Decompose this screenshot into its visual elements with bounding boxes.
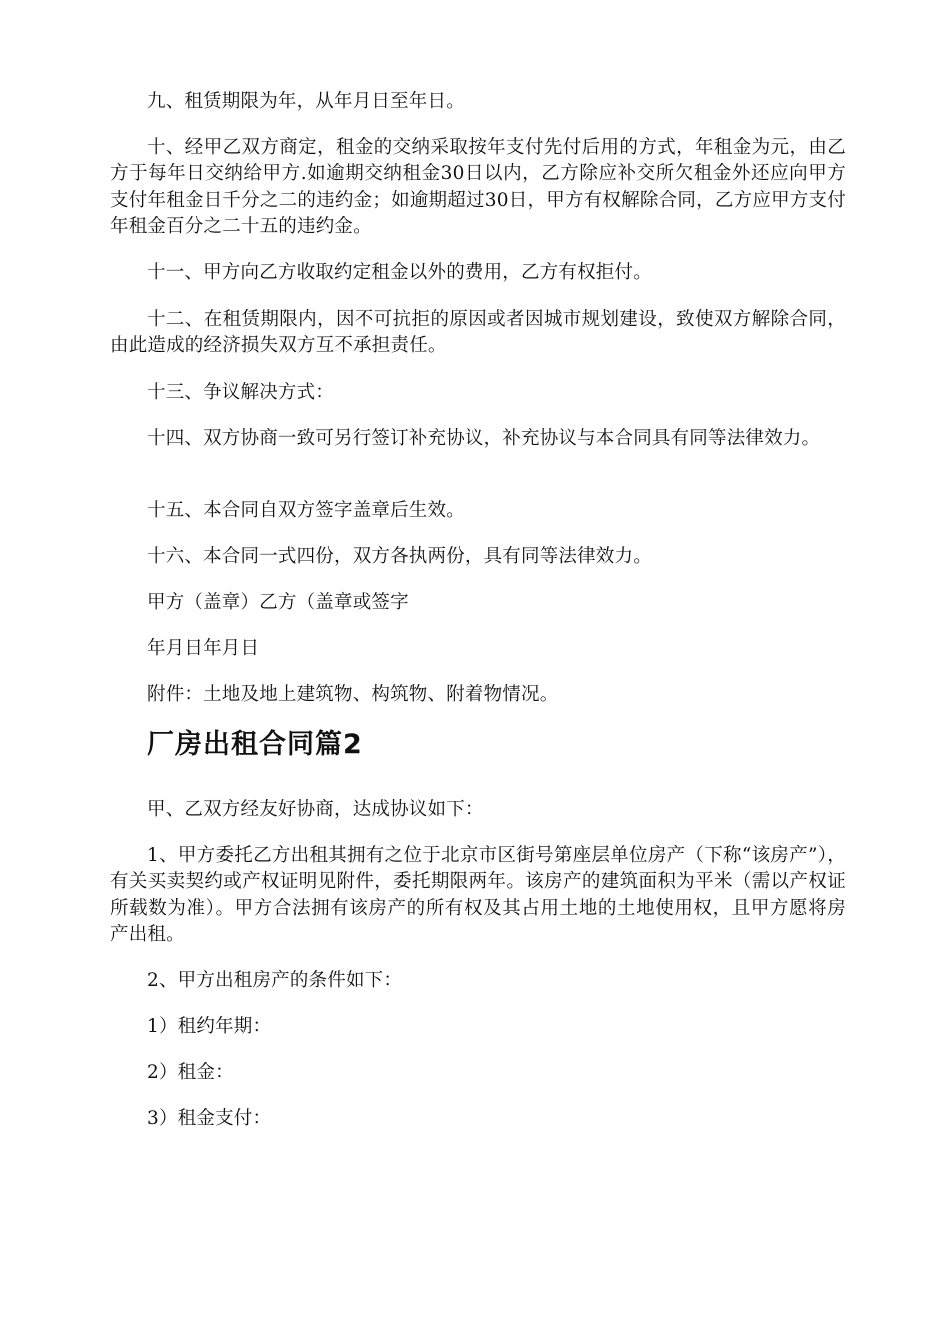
- attachment-line: 附件：土地及地上建筑物、构筑物、附着物情况。: [147, 684, 559, 705]
- clause-2: 2、甲方出租房产的条件如下：: [147, 970, 403, 991]
- intro-paragraph: 甲、乙双方经友好协商，达成协议如下：: [147, 799, 484, 820]
- clause-9: 九、租赁期限为年，从年月日至年日。: [147, 91, 465, 112]
- clause-15: 十五、本合同自双方签字盖章后生效。: [147, 500, 465, 521]
- section-heading: 厂房出租合同篇2: [147, 729, 363, 760]
- rent-payment-item: 3）租金支付：: [147, 1108, 272, 1129]
- clause-12: 十二、在租赁期限内，因不可抗拒的原因或者因城市规划建设，致使双方解除合同，由此造成的经济损失双方互不承担责任。: [110, 309, 846, 357]
- clause-11: 十一、甲方向乙方收取约定租金以外的费用，乙方有权拒付。: [147, 262, 652, 283]
- signature-line: 甲方（盖章）乙方（盖章或签字: [147, 592, 409, 613]
- date-line: 年月日年月日: [147, 638, 260, 659]
- clause-13: 十三、争议解决方式：: [147, 382, 335, 403]
- clause-14: 十四、双方协商一致可另行签订补充协议，补充协议与本合同具有同等法律效力。: [147, 428, 821, 449]
- rent-item: 2）租金：: [147, 1062, 234, 1083]
- clause-1: 1、甲方委托乙方出租其拥有之位于北京市区街号第座层单位房产（下称“该房产”），有关买卖契约或产权证明见附件，委托期限两年。该房产的建筑面积为平米（需以产权证所载数为准）。甲方合法拥有该房产的所有权及其占用土地的土地使用权，且甲方愿将房产出租。: [110, 845, 846, 945]
- clause-16: 十六、本合同一式四份，双方各执两份，具有同等法律效力。: [147, 546, 652, 567]
- clause-10: 十、经甲乙双方商定，租金的交纳采取按年支付先付后用的方式，年租金为元，由乙方于每年日交纳给甲方.如逾期交纳租金30日以内，乙方除应补交所欠租金外还应向甲方支付年租金日千分之二的违约金；如逾期超过30日，甲方有权解除合同，乙方应甲方支付年租金百分之二十五的违约金。: [110, 137, 846, 237]
- term-item: 1）租约年期：: [147, 1016, 272, 1037]
